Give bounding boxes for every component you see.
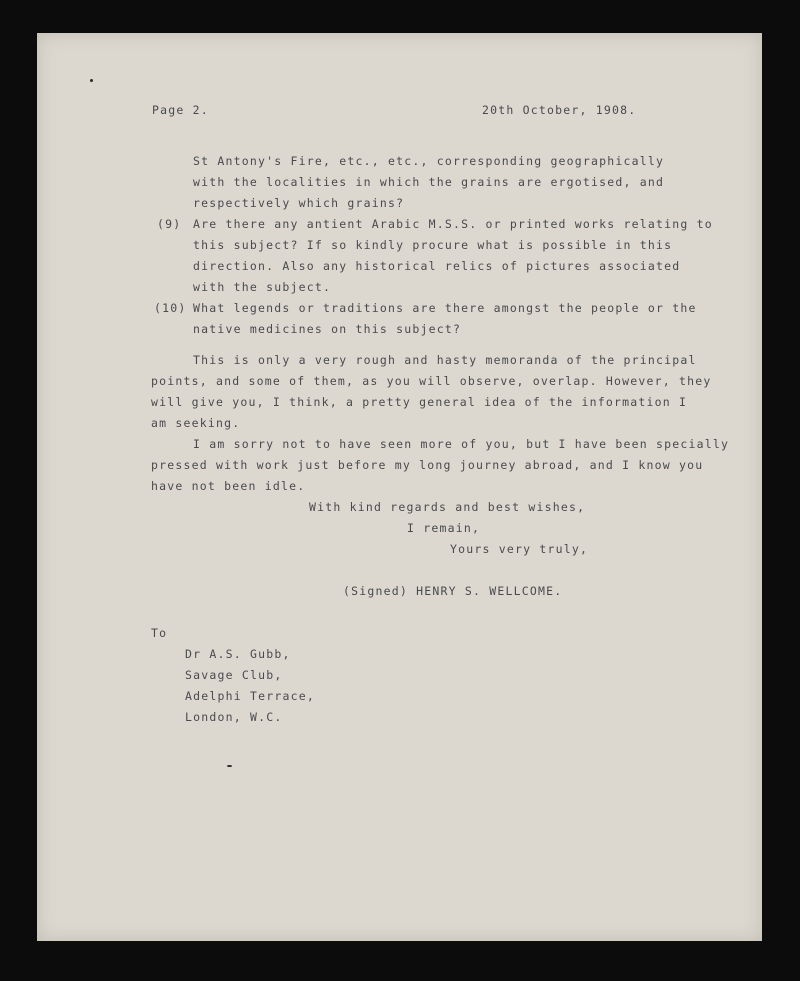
- text-line: am seeking.: [151, 416, 241, 430]
- text-line: St Antony's Fire, etc., etc., corresponding geographically: [193, 154, 665, 168]
- text-line: respectively which grains?: [193, 196, 405, 210]
- letter-page: [37, 33, 762, 941]
- address-club: Savage Club,: [185, 668, 283, 682]
- text-line: Are there any antient Arabic M.S.S. or printed works relating to: [193, 217, 713, 231]
- letter-date: 20th October, 1908.: [482, 103, 637, 117]
- text-line: with the localities in which the grains are ergotised, and: [193, 175, 665, 189]
- text-line: direction. Also any historical relics of pictures associated: [193, 259, 681, 273]
- closing-regards: With kind regards and best wishes,: [309, 500, 586, 514]
- page-number: Page 2.: [152, 103, 209, 117]
- text-line: will give you, I think, a pretty general idea of the information I: [151, 395, 688, 409]
- question-number: (9): [157, 217, 182, 231]
- text-line: What legends or traditions are there amongst the people or the: [193, 301, 697, 315]
- signature: (Signed) HENRY S. WELLCOME.: [343, 584, 563, 598]
- ink-speck: [227, 765, 232, 767]
- text-line: pressed with work just before my long journey abroad, and I know you: [151, 458, 704, 472]
- address-street: Adelphi Terrace,: [185, 689, 315, 703]
- text-line: I am sorry not to have seen more of you, but I have been specially: [193, 437, 730, 451]
- text-line: This is only a very rough and hasty memoranda of the principal: [193, 353, 697, 367]
- text-line: this subject? If so kindly procure what is possible in this: [193, 238, 673, 252]
- address-city: London, W.C.: [185, 710, 283, 724]
- address-name: Dr A.S. Gubb,: [185, 647, 291, 661]
- closing-yours: Yours very truly,: [450, 542, 589, 556]
- text-line: native medicines on this subject?: [193, 322, 462, 336]
- ink-speck: [90, 79, 93, 82]
- address-to: To: [151, 626, 168, 640]
- text-line: have not been idle.: [151, 479, 306, 493]
- text-line: with the subject.: [193, 280, 332, 294]
- closing-remain: I remain,: [407, 521, 481, 535]
- question-number: (10): [154, 301, 187, 315]
- text-line: points, and some of them, as you will observe, overlap. However, they: [151, 374, 712, 388]
